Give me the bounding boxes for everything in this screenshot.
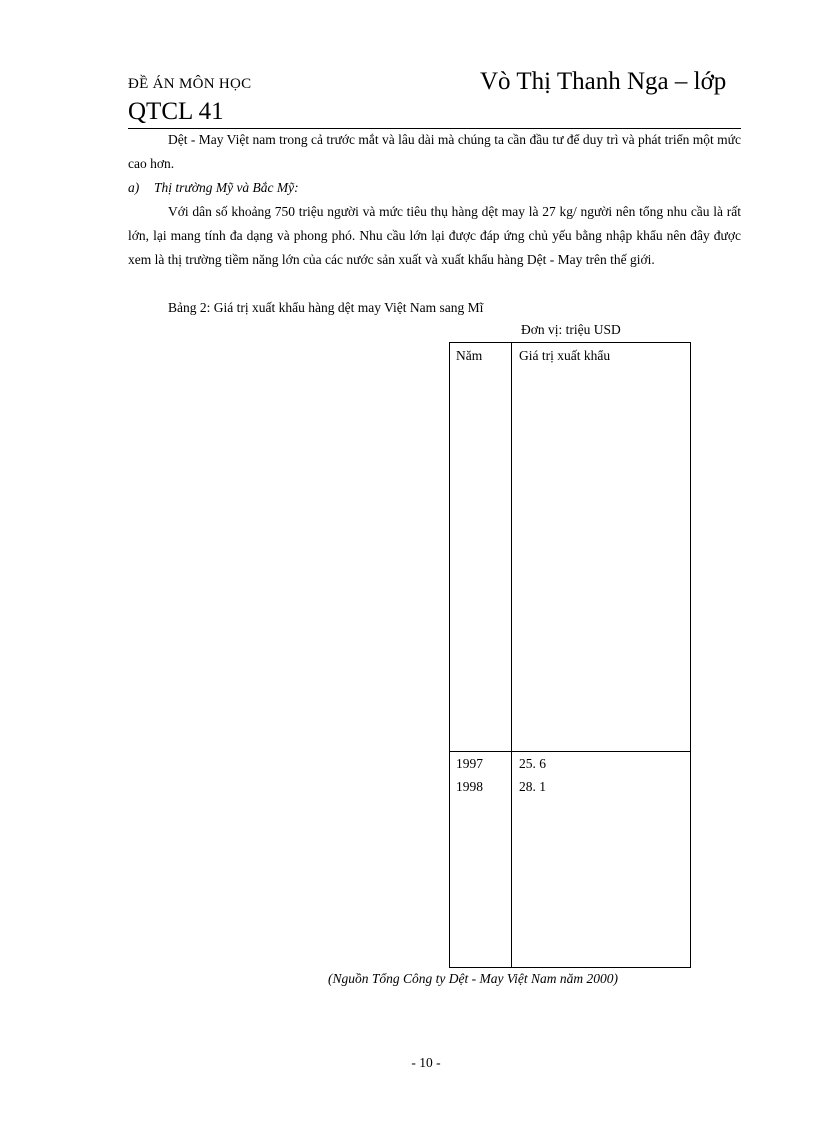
table-cell-year: 1998 [456,779,483,794]
header-class-code: QTCL 41 [128,98,224,125]
body-paragraph-2 [128,200,741,272]
table-cell-value: 28. 1 [519,779,546,794]
export-table [449,342,691,968]
table-cell-year: 1997 [456,756,483,771]
section-heading [128,176,299,200]
table-column-divider [511,342,512,968]
section-title: Thị trường Mỹ và Bắc Mỹ: [154,180,299,195]
header-author: Vò Thị Thanh Nga – lớp [480,68,727,95]
table-cell-value: 25. 6 [519,756,546,771]
table-header-year: Năm [456,348,483,363]
header-course-label: ĐỀ ÁN MÔN HỌC [128,76,252,92]
table-row-divider [449,751,691,752]
table-source: (Nguồn Tổng Công ty Dệt - May Việt Nam năm 2000) [328,971,618,986]
table-header-value: Giá trị xuất khẩu [519,348,611,363]
table-unit: Đơn vị: triệu USD [521,322,621,337]
body-paragraph-1-text: Dệt - May Việt nam trong cả trước mắt và lâu dài mà chúng ta cần đầu tư để duy trì và phát triển một mức cao hơn. [128,132,741,171]
page-number: - 10 - [411,1055,441,1070]
body-paragraph-1 [128,128,741,176]
body-paragraph-2-text: Với dân số khoảng 750 triệu người và mức tiêu thụ hàng dệt may là 27 kg/ người nên tổng nhu cầu là rất lớn, lại mang tính đa dạng và phong phó. Nhu cầu lớn lại được đáp ứng chủ yếu bằng nhập khẩu nên đây được xem là thị trường tiềm năng lớn của các nước sản xuất và xuất khẩu hàng Dệt - May trên thế giới. [128,204,741,267]
section-marker: a) [128,180,140,195]
table-caption: Bảng 2: Giá trị xuất khẩu hàng dệt may Việt Nam sang Mĩ [168,300,484,315]
